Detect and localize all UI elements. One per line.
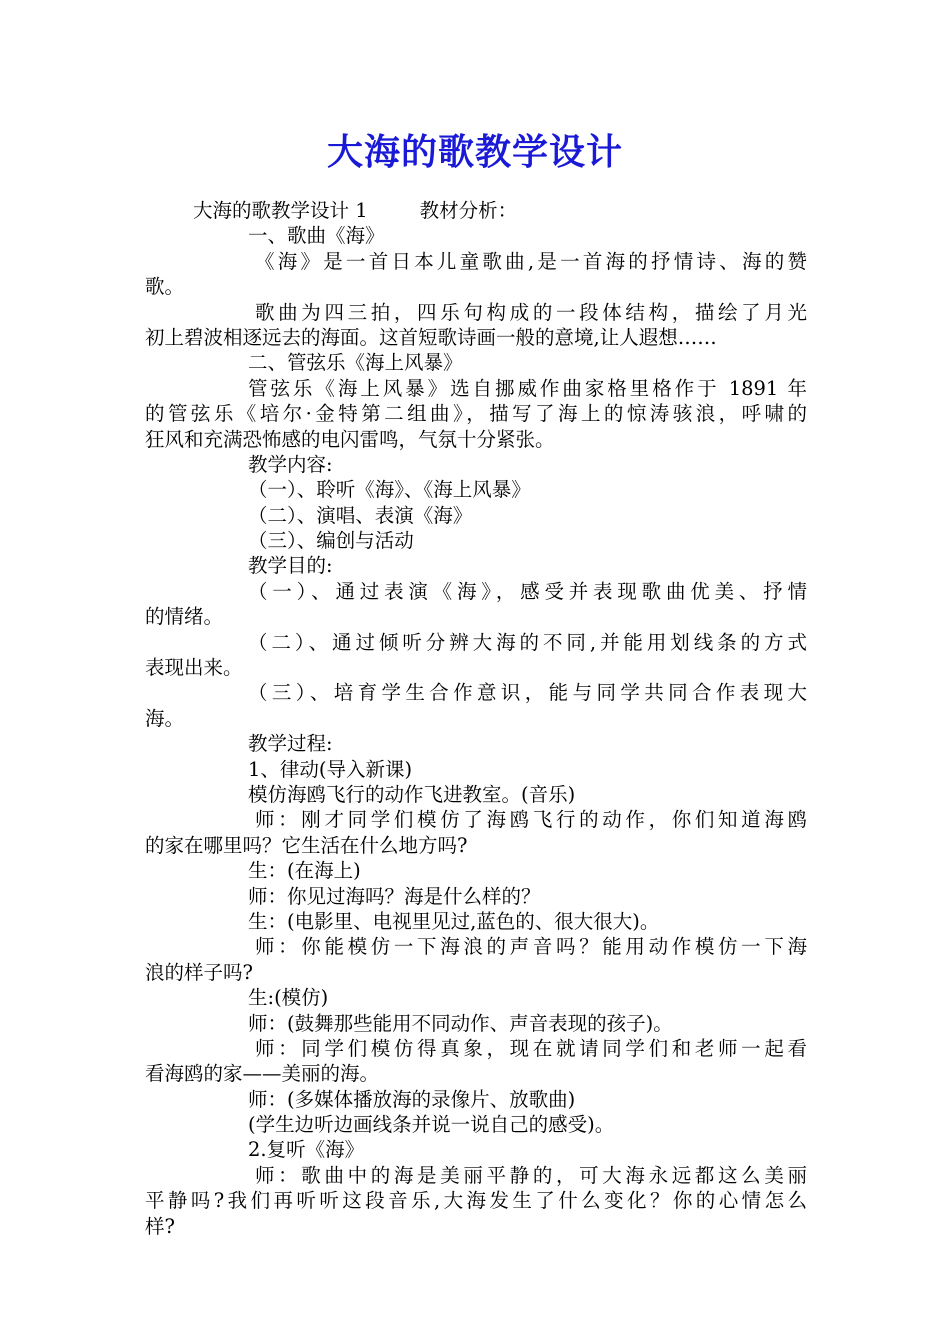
- paragraph-line: 师：(鼓舞那些能用不同动作、声音表现的孩子)。: [248, 1011, 673, 1035]
- paragraph-line: （二）、演唱、表演《海》: [248, 503, 473, 527]
- paragraph-line: 初上碧波相逐远去的海面。这首短歌诗画一般的意境,让人遐想……: [145, 325, 717, 349]
- paragraph-line: 师：歌曲中的海是美丽平静的，可大海永远都这么美丽: [255, 1163, 807, 1187]
- paragraph-line: （一）、聆听《海》、《海上风暴》: [248, 478, 531, 502]
- paragraph-line: 师：(多媒体播放海的录像片、放歌曲): [248, 1087, 576, 1111]
- paragraph-line: 管弦乐《海上风暴》选自挪威作曲家格里格作于 1891 年: [248, 376, 807, 400]
- paragraph-line: 表现出来。: [145, 656, 243, 680]
- paragraph-line: （三）、培育学生合作意识，能与同学共同合作表现大: [248, 681, 807, 705]
- paragraph-line: 1、律动(导入新课): [248, 757, 413, 781]
- paragraph-line: 师：刚才同学们模仿了海鸥飞行的动作，你们知道海鸥: [255, 808, 807, 832]
- paragraph-line: （二）、通过倾听分辨大海的不同,并能用划线条的方式: [248, 630, 807, 654]
- paragraph-line: 教学目的:: [248, 554, 333, 578]
- paragraph-line: 一、歌曲《海》: [248, 224, 385, 248]
- paragraph-line: 浪的样子吗?: [145, 960, 253, 984]
- paragraph-line: 歌曲为四三拍，四乐句构成的一段体结构，描绘了月光: [255, 300, 807, 324]
- paragraph-line: （三）、编创与活动: [248, 529, 414, 553]
- paragraph-line: 歌。: [145, 275, 185, 299]
- intro-heading: 大海的歌教学设计 1: [193, 199, 368, 222]
- paragraph-line: 的情绪。: [145, 605, 224, 629]
- intro-line: [145, 198, 807, 223]
- paragraph-line: 狂风和充满恐怖感的电闪雷鸣，气氛十分紧张。: [145, 427, 555, 451]
- paragraph-line: 师：你见过海吗？海是什么样的？: [248, 884, 541, 908]
- paragraph-line: 生：(在海上): [248, 859, 361, 883]
- paragraph-line: 生：(电影里、电视里见过,蓝色的、很大很大)。: [248, 909, 660, 933]
- paragraph-line: (学生边听边画线条并说一说自己的感受)。: [248, 1113, 615, 1137]
- paragraph-line: 生:(模仿): [248, 986, 329, 1010]
- paragraph-line: （一）、通过表演《海》，感受并表现歌曲优美、抒情: [248, 579, 807, 603]
- paragraph-line: 模仿海鸥飞行的动作飞进教室。(音乐): [248, 782, 576, 806]
- paragraph-line: 平静吗?我们再听听这段音乐,大海发生了什么变化？你的心情怎么: [145, 1189, 807, 1213]
- document-body: [145, 198, 807, 1239]
- paragraph-line: 2.复听《海》: [248, 1138, 365, 1162]
- document-title: 大海的歌教学设计: [326, 131, 623, 173]
- paragraph-line: 海。: [145, 706, 185, 730]
- paragraph-line: 《海》是一首日本儿童歌曲,是一首海的抒情诗、海的赞: [255, 249, 807, 273]
- paragraph-line: 师：你能模仿一下海浪的声音吗？能用动作模仿一下海: [255, 935, 807, 959]
- paragraph-line: 的家在哪里吗？它生活在什么地方吗?: [145, 833, 468, 857]
- paragraph-line: 二、管弦乐《海上风暴》: [248, 351, 463, 375]
- paragraph-line: 样?: [145, 1214, 175, 1238]
- paragraph-line: 师：同学们模仿得真象，现在就请同学们和老师一起看: [255, 1036, 807, 1060]
- paragraph-line: 的管弦乐《培尔·金特第二组曲》，描写了海上的惊涛骇浪，呼啸的: [145, 402, 807, 426]
- paragraph-line: 教学过程:: [248, 732, 333, 756]
- intro-section-label: 教材分析：: [419, 199, 518, 222]
- paragraph-line: 教学内容:: [248, 452, 333, 476]
- paragraph-line: 看海鸥的家——美丽的海。: [145, 1062, 380, 1086]
